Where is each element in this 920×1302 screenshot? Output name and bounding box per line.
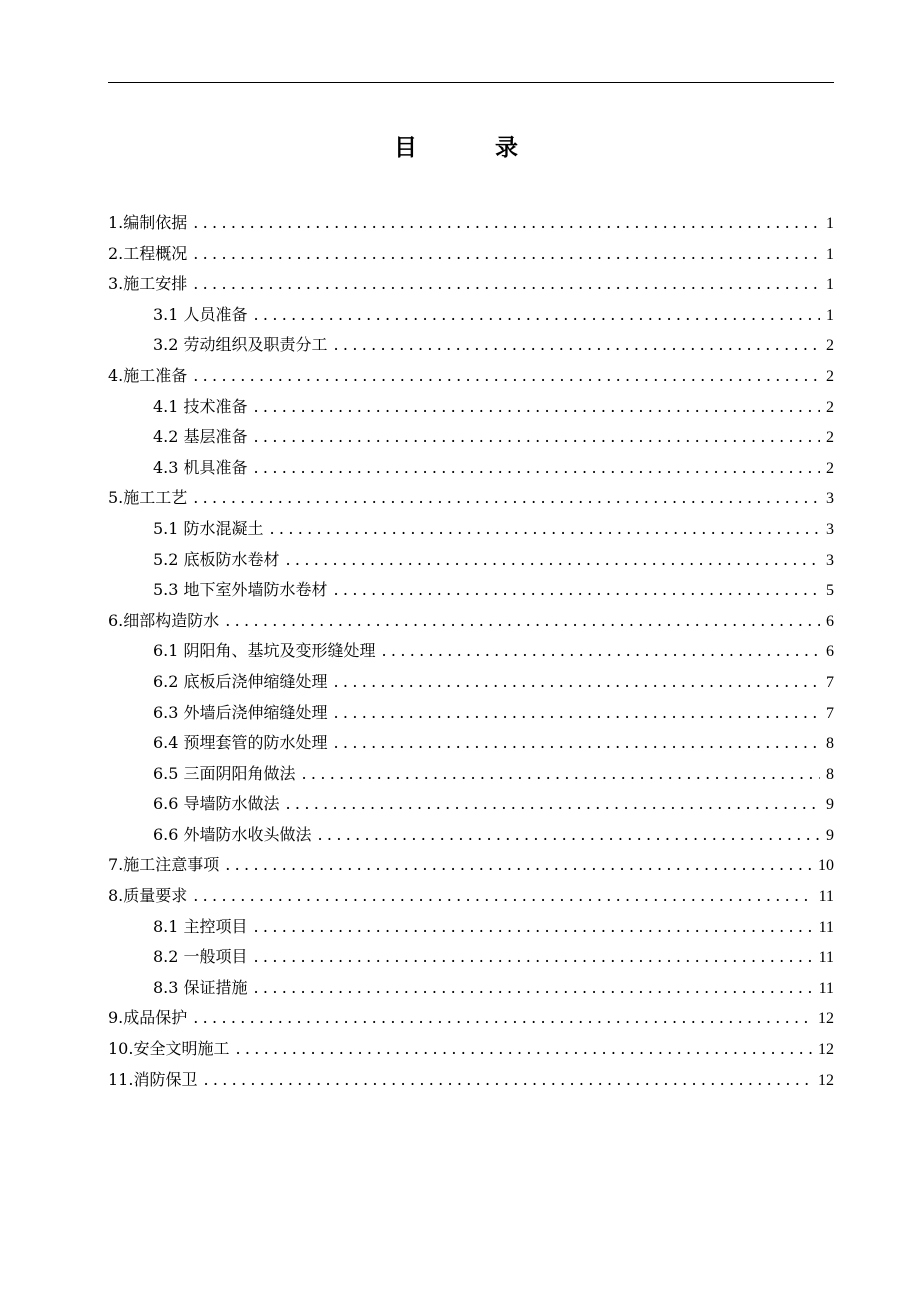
toc-entry[interactable]	[108, 300, 834, 331]
header-rule	[108, 82, 834, 83]
toc-entry-page: 11	[818, 918, 834, 936]
toc-leader-dots	[193, 208, 820, 239]
toc-leader-dots	[225, 606, 820, 637]
toc-leader-dots	[334, 667, 820, 698]
toc-title	[0, 132, 920, 164]
toc-entry-label: 8.3 保证措施	[153, 977, 248, 997]
toc-title-char-1: 目	[394, 134, 495, 161]
toc-entry[interactable]	[108, 1034, 834, 1065]
toc-entry-page: 6	[826, 643, 834, 661]
toc-entry-page: 2	[826, 459, 834, 477]
toc-entry[interactable]	[108, 483, 834, 514]
toc-leader-dots	[235, 1034, 812, 1065]
toc-leader-dots	[193, 361, 820, 392]
toc-leader-dots	[254, 392, 820, 423]
toc-entry[interactable]	[108, 636, 834, 667]
toc-entry-page: 12	[818, 1071, 834, 1089]
toc-leader-dots	[254, 422, 820, 453]
toc-leader-dots	[225, 850, 812, 881]
toc-entry-label: 3.1 人员准备	[153, 304, 248, 324]
toc-entry-label: 6.6 外墙防水收头做法	[153, 824, 312, 844]
toc-entry-page: 8	[826, 735, 834, 753]
toc-entry-page: 8	[826, 765, 834, 783]
toc-entry[interactable]	[108, 759, 834, 790]
toc-leader-dots	[254, 300, 820, 331]
toc-entry-page: 7	[826, 704, 834, 722]
toc-entry[interactable]	[108, 973, 834, 1004]
toc-entry-label: 5.3 地下室外墙防水卷材	[153, 580, 328, 600]
toc-entry-label: 3.2 劳动组织及职责分工	[153, 335, 328, 355]
toc-entry-label: 6.5 三面阴阳角做法	[153, 763, 296, 783]
toc-leader-dots	[193, 269, 820, 300]
toc-entry-label: 11.消防保卫	[108, 1069, 198, 1089]
toc-entry[interactable]	[108, 728, 834, 759]
toc-entry[interactable]	[108, 239, 834, 270]
toc-entry[interactable]	[108, 667, 834, 698]
toc-entry[interactable]	[108, 545, 834, 576]
toc-entry-label: 4.1 技术准备	[153, 396, 248, 416]
toc-entry-page: 6	[826, 612, 834, 630]
toc-entry[interactable]	[108, 361, 834, 392]
toc-entry-page: 10	[818, 857, 834, 875]
toc-entry-page: 2	[826, 398, 834, 416]
toc-entry[interactable]	[108, 912, 834, 943]
toc-entry-page: 1	[826, 245, 834, 263]
toc-entry-page: 2	[826, 367, 834, 385]
toc-entry-label: 3.施工安排	[108, 274, 188, 294]
toc-entry-page: 7	[826, 673, 834, 691]
toc-entry[interactable]	[108, 698, 834, 729]
toc-entry-label: 5.施工工艺	[108, 488, 188, 508]
toc-entry-page: 1	[826, 306, 834, 324]
toc-entry-page: 12	[818, 1041, 834, 1059]
toc-entry[interactable]	[108, 330, 834, 361]
toc-leader-dots	[286, 789, 820, 820]
toc-entry[interactable]	[108, 269, 834, 300]
toc-entry-page: 2	[826, 429, 834, 447]
toc-entry-label: 10.安全文明施工	[108, 1039, 230, 1059]
toc-entry-label: 4.2 基层准备	[153, 427, 248, 447]
toc-entry[interactable]	[108, 575, 834, 606]
toc-entry-page: 12	[818, 1010, 834, 1028]
toc-leader-dots	[203, 1065, 812, 1096]
toc-entry-page: 2	[826, 337, 834, 355]
toc-entry-label: 5.2 底板防水卷材	[153, 549, 280, 569]
toc-entry-page: 1	[826, 276, 834, 294]
table-of-contents	[108, 208, 834, 1095]
toc-leader-dots	[270, 514, 820, 545]
toc-entry[interactable]	[108, 392, 834, 423]
toc-entry-label: 6.3 外墙后浇伸缩缝处理	[153, 702, 328, 722]
toc-leader-dots	[318, 820, 820, 851]
toc-entry[interactable]	[108, 606, 834, 637]
toc-entry-label: 1.编制依据	[108, 213, 188, 232]
toc-leader-dots	[254, 973, 813, 1004]
toc-title-char-2: 录	[495, 134, 596, 161]
toc-entry[interactable]	[108, 514, 834, 545]
toc-entry[interactable]	[108, 942, 834, 973]
toc-entry[interactable]	[108, 789, 834, 820]
toc-entry[interactable]	[108, 881, 834, 912]
toc-entry[interactable]	[108, 1065, 834, 1096]
toc-entry-label: 8.2 一般项目	[153, 947, 248, 967]
toc-leader-dots	[193, 881, 812, 912]
toc-entry-page: 5	[826, 582, 834, 600]
toc-entry-label: 8.质量要求	[108, 886, 188, 906]
toc-leader-dots	[193, 483, 820, 514]
toc-leader-dots	[334, 698, 820, 729]
toc-leader-dots	[334, 728, 820, 759]
toc-entry-page: 11	[818, 888, 834, 906]
toc-entry-page: 1	[826, 215, 834, 232]
toc-entry[interactable]	[108, 1003, 834, 1034]
toc-leader-dots	[193, 239, 820, 270]
toc-entry-label: 6.1 阴阳角、基坑及变形缝处理	[153, 641, 376, 661]
toc-leader-dots	[254, 453, 820, 484]
toc-entry-label: 6.细部构造防水	[108, 610, 220, 630]
toc-leader-dots	[193, 1003, 812, 1034]
toc-leader-dots	[334, 330, 820, 361]
toc-entry[interactable]	[108, 850, 834, 881]
toc-entry[interactable]	[108, 208, 834, 239]
toc-leader-dots	[254, 912, 813, 943]
toc-entry-page: 11	[818, 949, 834, 967]
toc-entry-label: 2.工程概况	[108, 243, 188, 263]
toc-entry-page: 9	[826, 826, 834, 844]
toc-entry-page: 3	[826, 551, 834, 569]
toc-entry[interactable]	[108, 422, 834, 453]
toc-entry-label: 8.1 主控项目	[153, 916, 248, 936]
toc-entry-label: 4.3 机具准备	[153, 457, 248, 477]
toc-entry[interactable]	[108, 453, 834, 484]
toc-entry-label: 6.2 底板后浇伸缩缝处理	[153, 671, 328, 691]
toc-entry-page: 3	[826, 520, 834, 538]
toc-entry-page: 11	[818, 979, 834, 997]
toc-entry-page: 9	[826, 796, 834, 814]
toc-entry-label: 6.4 预埋套管的防水处理	[153, 733, 328, 753]
toc-leader-dots	[382, 636, 820, 667]
toc-entry-label: 6.6 导墙防水做法	[153, 794, 280, 814]
toc-leader-dots	[286, 545, 820, 576]
toc-entry-label: 9.成品保护	[108, 1008, 188, 1028]
toc-entry-label: 7.施工注意事项	[108, 855, 220, 875]
toc-leader-dots	[302, 759, 820, 790]
toc-entry-label: 4.施工准备	[108, 365, 188, 385]
toc-leader-dots	[254, 942, 813, 973]
toc-entry-label: 5.1 防水混凝土	[153, 518, 264, 538]
toc-leader-dots	[334, 575, 820, 606]
toc-entry[interactable]	[108, 820, 834, 851]
toc-entry-page: 3	[826, 490, 834, 508]
